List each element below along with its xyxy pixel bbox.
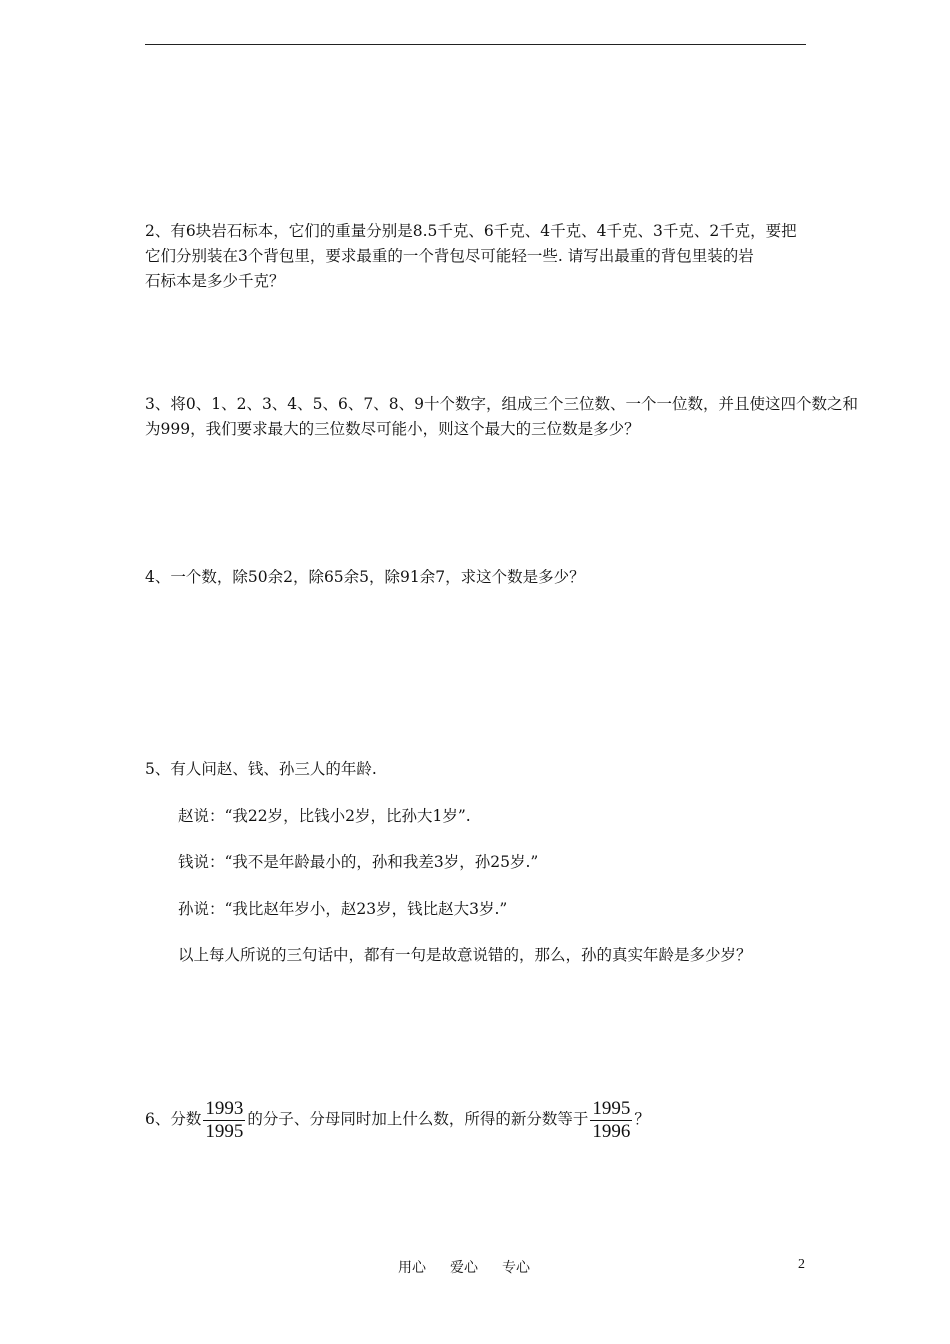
q2-line-1: 2、有6块岩石标本，它们的重量分别是8.5千克、6千克、4千克、4千克、3千克、2千克，要把	[145, 222, 797, 240]
q6-middle: 的分子、分母同时加上什么数，所得的新分数等于	[247, 1110, 589, 1128]
q6-fraction-2-numerator: 1995	[592, 1097, 631, 1119]
q5-zhao-statement: 赵说：“我22岁，比钱小2岁，比孙大1岁”.	[178, 807, 471, 825]
q6-prefix: 6、分数	[145, 1110, 202, 1128]
q6-line	[145, 1094, 810, 1144]
q5-sun-statement: 孙说：“我比赵年岁小，赵23岁，钱比赵大3岁.”	[178, 900, 508, 918]
page-number: 2	[798, 1257, 805, 1272]
footer-item-1: 用心	[398, 1260, 426, 1276]
footer-item-2: 爱心	[450, 1260, 478, 1276]
q5-qian-statement: 钱说：“我不是年龄最小的，孙和我差3岁，孙25岁.”	[178, 853, 539, 871]
q6-fraction-1-denominator: 1995	[205, 1120, 244, 1142]
q6-fraction-1	[203, 1098, 245, 1143]
footer-item-3: 专心	[502, 1260, 530, 1276]
q6-fraction-2	[590, 1098, 632, 1143]
q6-suffix: ？	[634, 1110, 650, 1128]
q5-question: 以上每人所说的三句话中，都有一句是故意说错的，那么，孙的真实年龄是多少岁？	[178, 946, 752, 964]
header-rule	[145, 44, 806, 45]
q6-fraction-1-numerator: 1993	[205, 1097, 244, 1119]
q2-line-3: 石标本是多少千克？	[145, 272, 285, 290]
q3-line-2: 为999，我们要求最大的三位数尽可能小，则这个最大的三位数是多少？	[145, 420, 640, 438]
q2-line-2: 它们分别装在3个背包里，要求最重的一个背包尽可能轻一些. 请写出最重的背包里装的岩	[145, 247, 754, 265]
q3-line-1: 3、将0、1、2、3、4、5、6、7、8、9十个数字，组成三个三位数、一个一位数，并且使这四个数之和	[145, 395, 858, 413]
q6-fraction-2-denominator: 1996	[592, 1120, 631, 1142]
q5-line-1: 5、有人问赵、钱、孙三人的年龄.	[145, 760, 377, 778]
q4-line-1: 4、一个数，除50余2，除65余5，除91余7，求这个数是多少？	[145, 568, 585, 586]
page-footer	[398, 1257, 554, 1277]
